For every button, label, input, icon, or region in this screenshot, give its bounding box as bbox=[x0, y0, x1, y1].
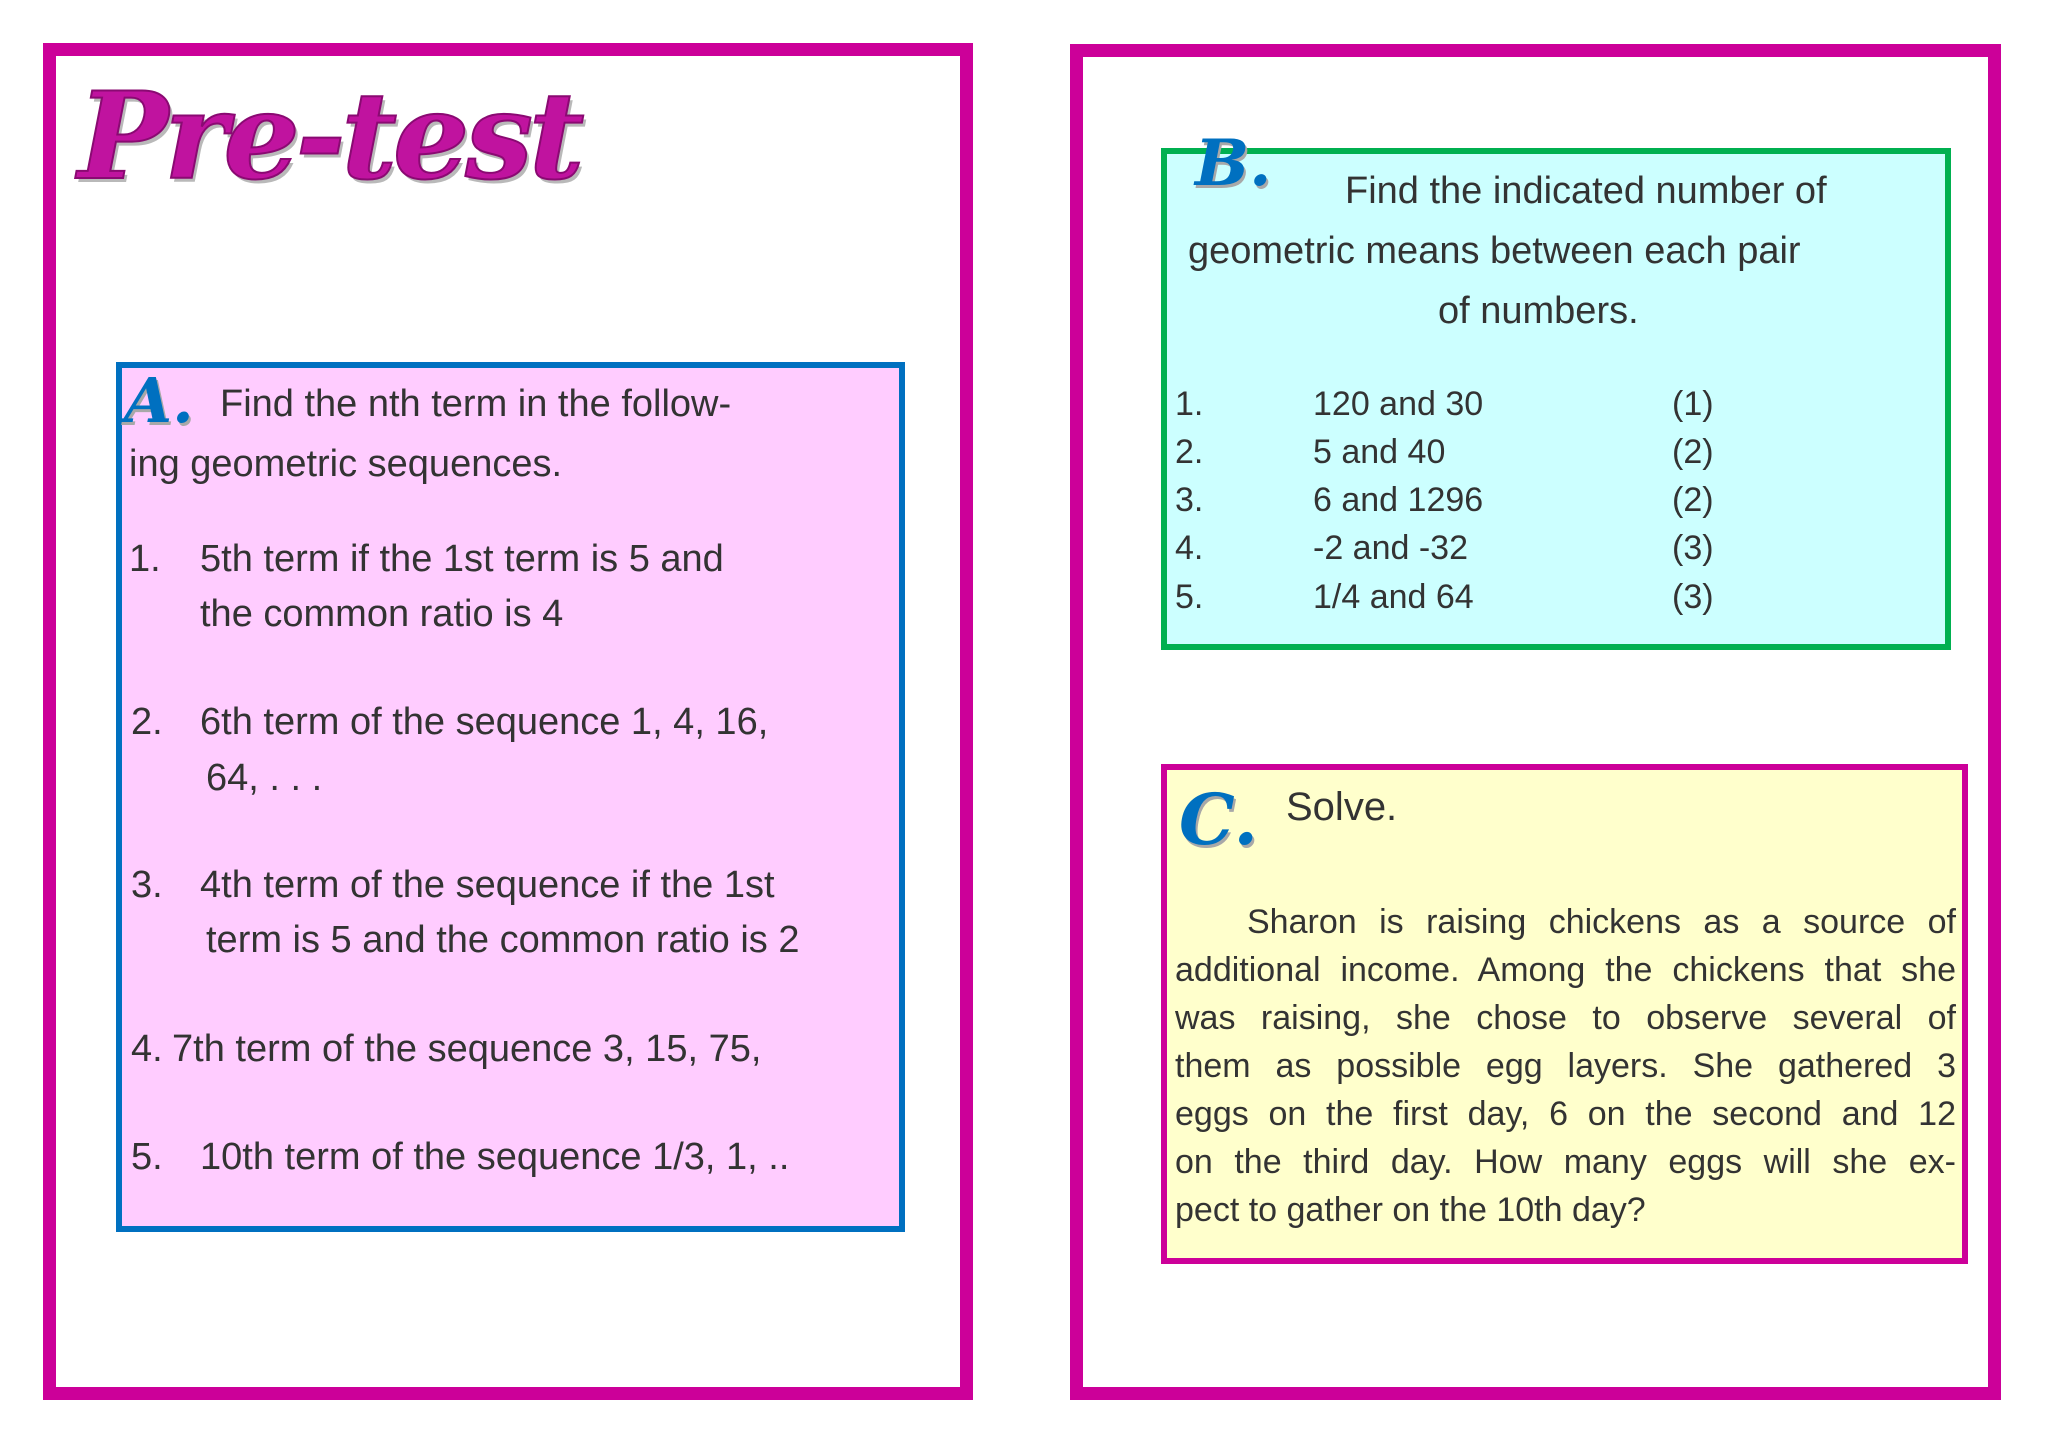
item-text: 64, . . . bbox=[206, 757, 323, 799]
pretest-title: Pre-test bbox=[78, 66, 581, 207]
row-pair: 120 and 30 bbox=[1313, 385, 1484, 423]
row-number: 4. bbox=[1175, 529, 1204, 567]
row-means: (2) bbox=[1672, 481, 1714, 519]
item-text: 10th term of the sequence 1/3, 1, .. bbox=[200, 1136, 790, 1178]
item-number: 5. bbox=[131, 1136, 163, 1178]
problem-line: eggs on the first day, 6 on the second and 12 bbox=[1175, 1095, 1956, 1133]
section-a-heading: Find the nth term in the follow- bbox=[220, 383, 732, 425]
section-c-label: C. bbox=[1179, 778, 1258, 861]
section-b-label: B. bbox=[1195, 126, 1272, 201]
item-number: 4. bbox=[131, 1028, 163, 1070]
problem-line: them as possible egg layers. She gathered 3 bbox=[1175, 1047, 1956, 1085]
item-text: the common ratio is 4 bbox=[200, 593, 564, 635]
problem-line: on the third day. How many eggs will she ex- bbox=[1175, 1143, 1956, 1181]
item-number: 2. bbox=[131, 701, 163, 743]
item-text: 4th term of the sequence if the 1st bbox=[200, 864, 775, 906]
item-number: 1. bbox=[129, 538, 161, 580]
problem-line: was raising, she chose to observe several of bbox=[1175, 999, 1956, 1037]
section-b-heading: Find the indicated number of bbox=[1345, 170, 1827, 212]
problem-line: pect to gather on the 10th day? bbox=[1175, 1191, 1646, 1229]
row-means: (1) bbox=[1672, 385, 1714, 423]
row-means: (3) bbox=[1672, 578, 1714, 616]
row-number: 2. bbox=[1175, 433, 1204, 471]
section-b-heading: of numbers. bbox=[1438, 290, 1639, 332]
row-number: 3. bbox=[1175, 481, 1204, 519]
row-means: (3) bbox=[1672, 529, 1714, 567]
row-number: 1. bbox=[1175, 385, 1204, 423]
problem-line: Sharon is raising chickens as a source of bbox=[1247, 903, 1956, 941]
row-pair: 6 and 1296 bbox=[1313, 481, 1484, 519]
section-b-heading: geometric means between each pair bbox=[1188, 230, 1801, 272]
item-number: 3. bbox=[131, 864, 163, 906]
section-a-heading: ing geometric sequences. bbox=[129, 443, 563, 485]
row-pair: 1/4 and 64 bbox=[1313, 578, 1474, 616]
problem-line: additional income. Among the chickens that she bbox=[1175, 951, 1956, 989]
item-text: 7th term of the sequence 3, 15, 75, bbox=[172, 1028, 762, 1070]
row-means: (2) bbox=[1672, 433, 1714, 471]
item-text: term is 5 and the common ratio is 2 bbox=[206, 919, 800, 961]
item-text: 5th term if the 1st term is 5 and bbox=[200, 538, 724, 580]
section-c-heading: Solve. bbox=[1286, 785, 1398, 829]
item-text: 6th term of the sequence 1, 4, 16, bbox=[200, 701, 769, 743]
row-number: 5. bbox=[1175, 578, 1204, 616]
row-pair: 5 and 40 bbox=[1313, 433, 1446, 471]
row-pair: -2 and -32 bbox=[1313, 529, 1468, 567]
section-b-box bbox=[1161, 148, 1951, 650]
section-a-label: A. bbox=[124, 364, 194, 437]
